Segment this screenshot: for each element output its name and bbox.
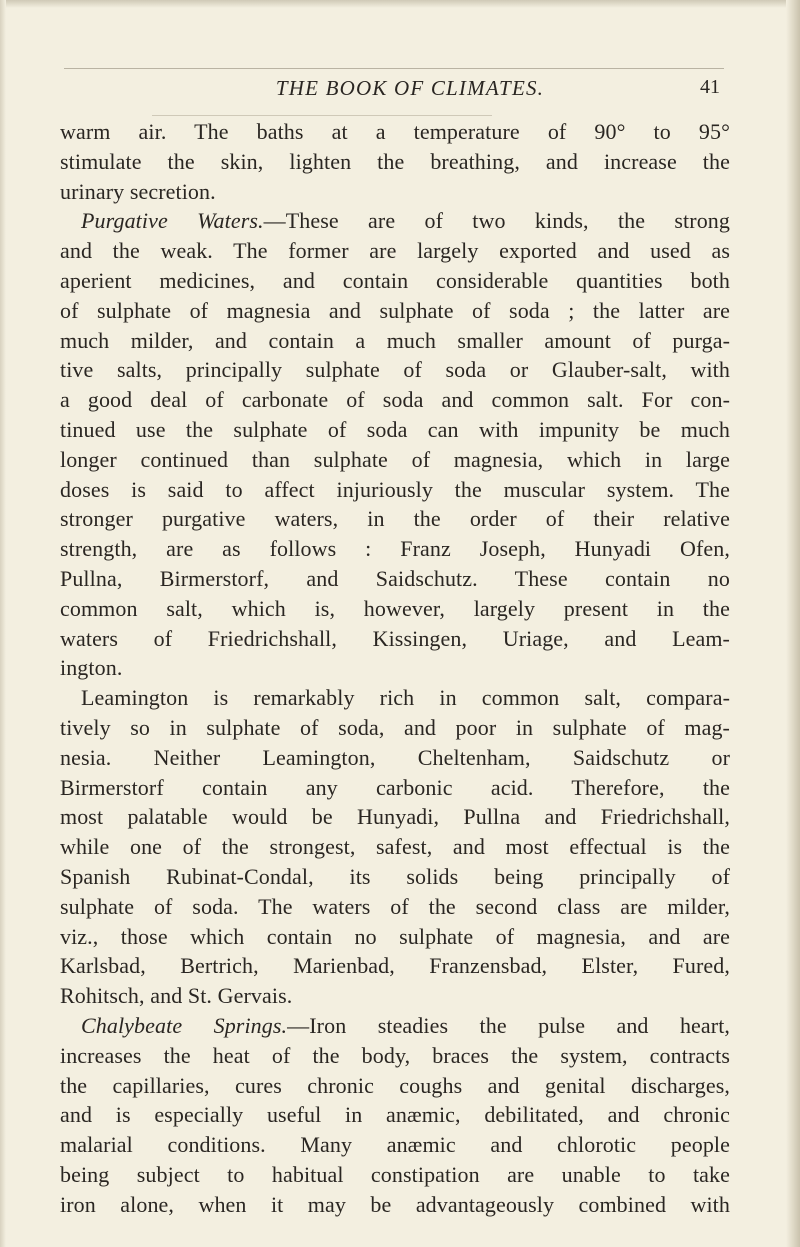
line-text: and is especially useful in anæmic, debilitated, and chronic <box>60 1102 730 1128</box>
text-line <box>60 445 730 475</box>
line-text: of sulphate of magnesia and sulphate of soda ; the latter are <box>60 297 730 323</box>
text-line <box>60 475 730 505</box>
text-line <box>60 564 730 594</box>
text-line <box>60 653 730 683</box>
line-text: a good deal of carbonate of soda and common salt. For con- <box>60 387 730 413</box>
section-heading-chalybeate-springs: Chalybeate Springs. <box>81 1012 288 1038</box>
paragraph-start-line <box>60 683 730 713</box>
line-text: ington. <box>60 655 123 681</box>
text-line <box>60 1071 730 1101</box>
text-line <box>60 1160 730 1190</box>
page-top-edge-shadow <box>0 0 800 8</box>
text-line <box>60 177 730 207</box>
line-text: common salt, which is, however, largely present in the <box>60 595 730 621</box>
line-text: the capillaries, cures chronic coughs and genital discharges, <box>60 1072 730 1098</box>
line-text: stronger purgative waters, in the order of their relative <box>60 506 730 532</box>
text-line <box>60 862 730 892</box>
line-text: Pullna, Birmerstorf, and Saidschutz. These contain no <box>60 565 730 591</box>
text-line <box>60 922 730 952</box>
line-text: increases the heat of the body, braces the system, contracts <box>60 1042 730 1068</box>
line-text: longer continued than sulphate of magnesia, which in large <box>60 446 730 472</box>
text-line <box>60 624 730 654</box>
text-line <box>60 1130 730 1160</box>
line-text: viz., those which contain no sulphate of magnesia, and are <box>60 923 730 949</box>
text-line <box>60 1041 730 1071</box>
line-text: most palatable would be Hunyadi, Pullna and Friedrichshall, <box>60 804 730 830</box>
text-line <box>60 743 730 773</box>
page-right-edge-shadow <box>786 0 800 1247</box>
text-line <box>60 147 730 177</box>
text-line <box>60 832 730 862</box>
text-line <box>60 504 730 534</box>
section-start-line <box>60 1011 730 1041</box>
line-text: tinued use the sulphate of soda can with impunity be much <box>60 416 730 442</box>
page-number: 41 <box>700 76 720 98</box>
line-text: malarial conditions. Many anæmic and chlorotic people <box>60 1132 730 1158</box>
line-text: waters of Friedrichshall, Kissingen, Uriage, and Leam- <box>60 625 730 651</box>
text-line <box>60 236 730 266</box>
text-line <box>60 981 730 1011</box>
line-text: stimulate the skin, lighten the breathing, and increase the <box>60 148 730 174</box>
text-line <box>60 802 730 832</box>
text-line <box>60 355 730 385</box>
body-text <box>60 117 730 1219</box>
header-rule <box>152 115 492 116</box>
line-text: Karlsbad, Bertrich, Marienbad, Franzensbad, Elster, Fured, <box>60 953 730 979</box>
line-text: —Iron steadies the pulse and heart, <box>287 1012 731 1038</box>
text-line <box>60 266 730 296</box>
line-text: and the weak. The former are largely exported and used as <box>60 238 730 264</box>
text-line <box>60 385 730 415</box>
text-line <box>60 773 730 803</box>
text-line <box>60 415 730 445</box>
section-heading-purgative-waters: Purgative Waters. <box>81 208 264 234</box>
text-line <box>60 534 730 564</box>
line-text: iron alone, when it may be advantageously combined with <box>60 1191 730 1217</box>
line-text: much milder, and contain a much smaller amount of purga- <box>60 327 730 353</box>
line-text: nesia. Neither Leamington, Cheltenham, Saidschutz or <box>60 744 730 770</box>
line-text: urinary secretion. <box>60 178 216 204</box>
line-text: doses is said to affect injuriously the muscular system. The <box>60 476 730 502</box>
line-text: warm air. The baths at a temperature of 90° to 95° <box>60 119 730 144</box>
text-line <box>60 1190 730 1220</box>
line-text: strength, are as follows : Franz Joseph, Hunyadi Ofen, <box>60 536 730 562</box>
line-text: Spanish Rubinat-Condal, its solids being principally of <box>60 863 730 889</box>
line-text: sulphate of soda. The waters of the second class are milder, <box>60 893 730 919</box>
text-line <box>60 892 730 922</box>
line-text: tive salts, principally sulphate of soda or Glauber-salt, with <box>60 357 730 383</box>
line-text: being subject to habitual constipation are unable to take <box>60 1161 730 1187</box>
page-left-edge-shadow <box>0 0 6 1247</box>
text-line <box>60 594 730 624</box>
running-head <box>60 76 760 110</box>
line-text: aperient medicines, and contain considerable quantities both <box>60 267 730 293</box>
text-line <box>60 117 730 147</box>
text-line <box>60 1100 730 1130</box>
text-line <box>60 326 730 356</box>
text-line <box>60 296 730 326</box>
line-text: while one of the strongest, safest, and most effectual is the <box>60 834 730 860</box>
section-start-line <box>60 206 730 236</box>
running-title: THE BOOK OF CLIMATES. <box>275 76 545 100</box>
text-line <box>60 713 730 743</box>
line-text: tively so in sulphate of soda, and poor in sulphate of mag- <box>60 714 730 740</box>
line-text: —These are of two kinds, the strong <box>263 208 731 234</box>
text-line <box>60 951 730 981</box>
line-text: Birmerstorf contain any carbonic acid. Therefore, the <box>60 774 730 800</box>
top-rule <box>64 68 724 69</box>
line-text: Leamington is remarkably rich in common salt, compara- <box>81 685 730 711</box>
line-text: Rohitsch, and St. Gervais. <box>60 983 293 1009</box>
